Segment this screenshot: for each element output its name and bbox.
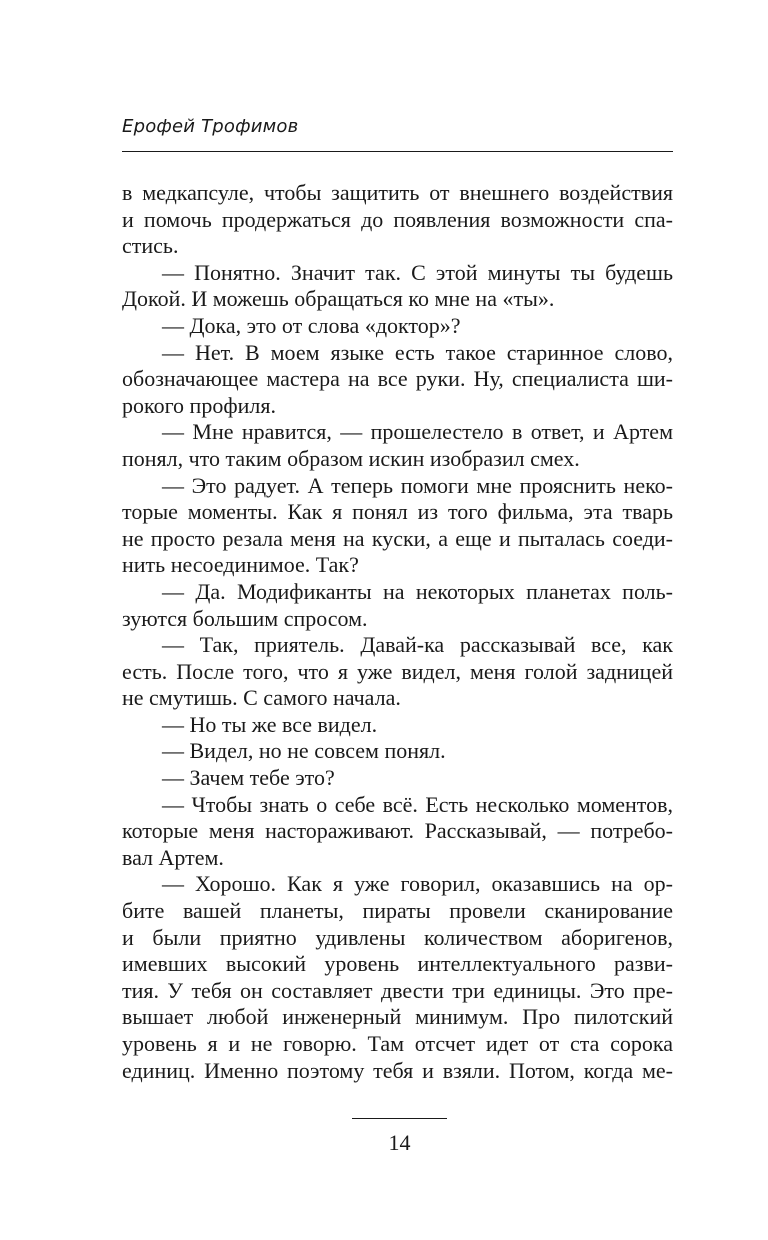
- body-text: [122, 180, 673, 1084]
- page-number: 14: [388, 1130, 411, 1155]
- text-line-29: и были приятно удивлены количеством аборигенов,: [122, 924, 673, 950]
- text-line-6: — Дока, это от слова «доктор»?: [162, 312, 461, 338]
- text-line-10: — Мне нравится, — прошелестело в ответ, и Артем: [162, 419, 673, 445]
- text-line-18: — Так, приятель. Давай-ка рассказывай все, как: [162, 632, 673, 658]
- text-line-31: тия. У тебя он составляет двести три единицы. Это пре-: [122, 977, 673, 1003]
- text-line-34: единиц. Именно поэтому тебя и взяли. Потом, когда ме-: [122, 1057, 673, 1083]
- text-line-12: — Это радует. А теперь помоги мне прояснить неко-: [162, 472, 673, 498]
- text-line-17: зуются большим спросом.: [122, 605, 368, 631]
- text-line-4: — Понятно. Значит так. С этой минуты ты будешь: [162, 259, 673, 285]
- text-line-14: не просто резала меня на куски, а еще и пыталась соеди-: [122, 525, 673, 551]
- running-head: Ерофей Трофимов: [122, 116, 299, 137]
- text-line-15: нить несоединимое. Так?: [122, 552, 359, 578]
- text-line-16: — Да. Модификанты на некоторых планетах поль-: [162, 578, 673, 604]
- text-line-24: — Чтобы знать о себе всё. Есть несколько моментов,: [162, 791, 673, 817]
- text-line-27: — Хорошо. Как я уже говорил, оказавшись на ор-: [162, 871, 673, 897]
- text-line-26: вал Артем.: [122, 844, 224, 870]
- header-rule: [122, 151, 673, 152]
- text-line-19: есть. После того, что я уже видел, меня голой задницей: [122, 658, 673, 684]
- text-line-33: уровень я и не говорю. Там отсчет идет от ста сорока: [122, 1031, 673, 1056]
- text-line-25: которые меня настораживают. Рассказывай, — потребо-: [122, 818, 673, 844]
- text-line-22: — Видел, но не совсем понял.: [162, 738, 446, 764]
- text-line-7: — Нет. В моем языке есть такое старинное слово,: [162, 339, 673, 365]
- text-line-20: не смутишь. С самого начала.: [122, 685, 401, 711]
- text-line-11: понял, что таким образом искин изобразил смех.: [122, 445, 580, 471]
- text-line-5: Докой. И можешь обращаться ко мне на «ты».: [122, 286, 555, 312]
- text-line-9: рокого профиля.: [122, 392, 276, 418]
- text-line-28: бите вашей планеты, пираты провели сканирование: [122, 898, 673, 924]
- text-line-21: — Но ты же все видел.: [162, 711, 378, 737]
- text-line-13: торые моменты. Как я понял из того фильма, эта тварь: [122, 499, 673, 525]
- text-line-2: и помочь продержаться до появления возможности спа-: [122, 206, 673, 232]
- text-line-8: обозначающее мастера на все руки. Ну, специалиста ши-: [122, 366, 673, 392]
- footer-rule: [352, 1118, 447, 1119]
- text-line-1: в медкапсуле, чтобы защитить от внешнего воздействия: [122, 180, 673, 205]
- text-line-32: вышает любой инженерный минимум. Про пилотский: [122, 1004, 673, 1030]
- text-line-3: стись.: [122, 233, 179, 259]
- text-line-30: имевших высокий уровень интеллектуального разви-: [122, 951, 673, 977]
- text-line-23: — Зачем тебе это?: [162, 765, 335, 791]
